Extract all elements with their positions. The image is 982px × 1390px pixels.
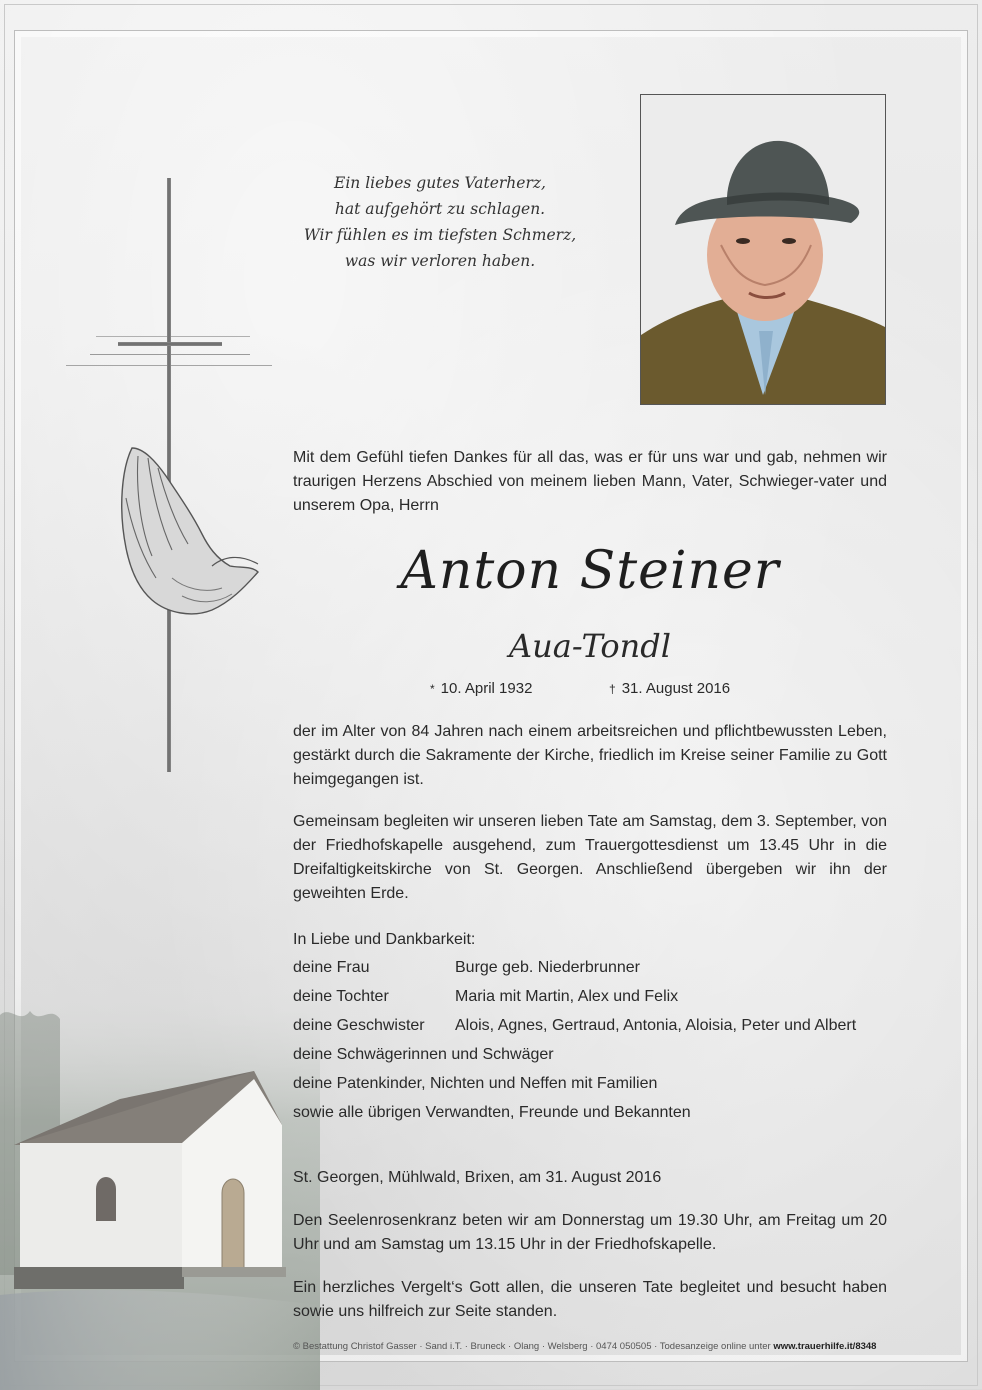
mourners-heading: In Liebe und Dankbarkeit: [293, 931, 476, 948]
birth-star-icon: * [430, 682, 435, 696]
list-item: deine Patenkinder, Nichten und Neffen mit Familien [293, 1075, 658, 1092]
place-date: St. Georgen, Mühlwald, Brixen, am 31. August 2016 [293, 1169, 662, 1186]
list-item: sowie alle übrigen Verwandten, Freunde und Bekannten [293, 1104, 691, 1121]
death-date-text: 31. August 2016 [621, 680, 731, 697]
verse-line: Ein liebes gutes Vaterherz, [334, 174, 546, 192]
mourner-relation: deine Tochter [293, 988, 389, 1005]
funeral-paragraph: Gemeinsam begleiten wir unseren lieben Tate am Samstag, dem 3. September, von der Friedhofskapelle ausgehend, zum Trauergottesdienst um 13.45 Uhr in die Dreifaltigkeitskirche von St. Georgen. Anschließend übergeben wir ihn der geweihten Erde. [293, 813, 887, 902]
verse-line: hat aufgehört zu schlagen. [334, 200, 546, 218]
footer-link[interactable]: www.trauerhilfe.it/8348 [773, 1341, 877, 1352]
death-date [609, 678, 730, 700]
verse-line: was wir verloren haben. [344, 252, 536, 270]
deceased-nickname: Aua-Tondl [509, 627, 671, 665]
list-item [293, 956, 887, 980]
mourner-names: Alois, Agnes, Gertraud, Antonia, Aloisia, Peter und Albert [455, 1017, 857, 1034]
list-item [293, 985, 887, 1009]
list-item: deine Schwägerinnen und Schwäger [293, 1046, 554, 1063]
mourner-names: Burge geb. Niederbrunner [455, 959, 641, 976]
death-cross-icon: † [609, 682, 616, 696]
verse-line: Wir fühlen es im tiefsten Schmerz, [303, 226, 577, 244]
portrait-photo [640, 94, 886, 405]
thanks-paragraph: Ein herzliches Vergelt‘s Gott allen, die unseren Tate begleitet und besucht haben sowie uns hilfreich zur Seite standen. [293, 1279, 887, 1320]
footer-text: © Bestattung Christof Gasser · Sand i.T. · Bruneck · Olang · Welsberg · 0474 050505 · Todesanzeige online unter [293, 1341, 774, 1352]
birth-date [430, 678, 532, 700]
praying-hands-icon [112, 438, 262, 624]
rosary-paragraph: Den Seelenrosenkranz beten wir am Donnerstag um 19.30 Uhr, am Freitag um 20 Uhr und am Samstag um 13.15 Uhr in der Friedhofskapelle. [293, 1212, 887, 1253]
life-paragraph: der im Alter von 84 Jahren nach einem arbeitsreichen und pflichtbewussten Leben, gestärkt durch die Sakramente der Kirche, friedlich im Kreise seiner Familie zu Gott heimgegangen ist. [293, 723, 887, 788]
mourner-relation: deine Frau [293, 959, 370, 976]
birth-date-text: 10. April 1932 [440, 680, 533, 697]
cross-ornament-line [96, 336, 250, 337]
intro-text: Mit dem Gefühl tiefen Dankes für all das, was er für uns war und gab, nehmen wir traurigen Herzens Abschied von meinem lieben Mann, Vater, Schwieger-vater und unserem Opa, Herrn [293, 449, 887, 514]
list-item [293, 1014, 887, 1038]
mourner-relation: deine Geschwister [293, 1017, 425, 1034]
deceased-name: Anton Steiner [400, 541, 780, 601]
footer [293, 1340, 933, 1354]
cross-icon-bar [118, 342, 222, 346]
chapel-image [0, 975, 320, 1390]
memorial-verse [300, 170, 580, 274]
mourner-names: Maria mit Martin, Alex und Felix [455, 988, 679, 1005]
mourners-list [293, 956, 887, 1130]
